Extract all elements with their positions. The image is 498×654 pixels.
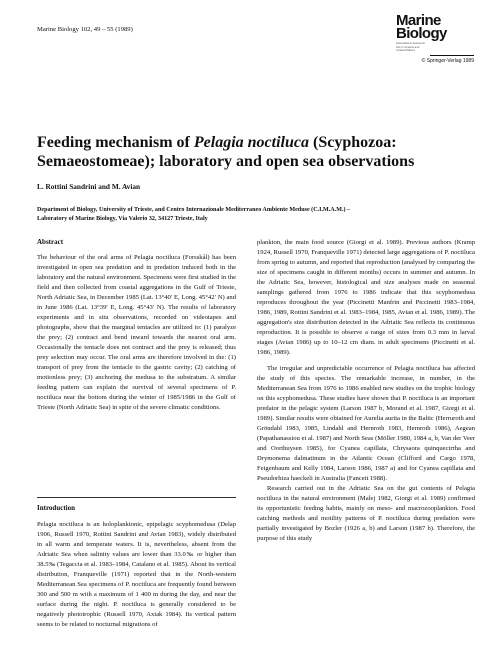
logo-rule — [430, 55, 474, 56]
title-part-2: (Scyphozoa: Semaeostomeae); laboratory and open sea observations — [37, 134, 415, 170]
logo-fine-print: International Journal on Life in Oceans and Coastal Waters — [396, 41, 426, 53]
section-rule — [37, 497, 236, 498]
abstract-text — [37, 253, 236, 413]
article-title — [37, 133, 477, 171]
journal-logo — [396, 12, 474, 64]
abstract-paragraph: The behaviour of the oral arms of Pelagia noctiluca (Forsskål) has been investigated in open sea predation and in predation induced both in the laboratory and the natural environment. Specimens were first studied in the field and then collected from coastal aggregations in the Gulf of Trieste, North Adriatic Sea, in December 1985 (Lat. 13°40′ E, Long. 45°42′ N) and in June 1986 (Lat. 13°39′ E, Long. 45°43′ N). The results of laboratory experiments and in situ observations, recorded on videotapes and photographs, show that the marginal tentacles are utilized to: (1) paralyze the prey; (2) contract and bend inward towards the nearest oral arm. Occasionally the tentacle does not contract and the prey is released; thus prey selection may occur. The oral arms are therefore involved in the: (1) transport of prey from the tentacle to the gastric cavity; (2) catching of motionless prey; (3) anchoring the medusa to the substratum. A similar feeding pattern can explain the survival of several specimens of P. noctiluca near the bottom during the winter of 1985/1986 in the Gulf of Trieste (North Adriatic Sea) in spite of the severe climatic conditions. — [37, 254, 236, 411]
right-paragraph-3: Research carried out in the Adriatic Sea on the gut contents of Pelagia noctiluca in the natural environment (Malej 1982, Giorgi et al. 1989) confirmed its opportunistic feeding habits, mainly on meso- and macrozooplankton. Food catching methods and motility patterns of P. noctiluca during predation were partially investigated by Bozler (1926 a, b) and Larson (1987 b). Therefore, the purpose of this study — [257, 485, 475, 542]
article-authors: L. Rottini Sandrini and M. Avian — [37, 182, 141, 191]
right-paragraph-1: plankton, the main food source (Giorgi et al. 1989). Previous authors (Kramp 1924, Russell 1970, Franqueville 1971) detected large aggregations of P. noctiluca from spring to autumn, and reported that reproduction (analysed by comparing the size of specimens caught in different months) occurs in summer and autumn. In the Adriatic Sea, however, histological and size analyses made on seasonal samplings gathered from 1976 to 1986 indicate that this scyphomedusa reproduces throughout the year (Piccinetti Manfrin and Piccinetti 1983–1984, 1986, 1989, Rottini Sandrini et al. 1983–1984, 1985, Avian et al. 1986, 1989). The aggregation's size distribution detected in the Adriatic Sea reflects its continuous reproduction. It is possible to observe a range of sizes from 0.3 mm in larval stages (Avian 1986) up to 10–12 cm diam. in adult specimens (Piccinetti et al. 1986, 1989). — [257, 239, 475, 356]
right-column — [257, 238, 475, 544]
affiliation-line-1: Department of Biology, University of Trieste, and Centro Internazionale Mediterraneo Ambiente Meduse (C.I.M.A.M.) – — [37, 207, 351, 213]
logo-line-1: Marine — [396, 12, 441, 29]
title-species: Pelagia noctiluca — [193, 134, 309, 151]
logo-line-2: Biology — [396, 25, 447, 42]
copyright-notice: © Springer-Verlag 1989 — [421, 58, 474, 64]
introduction-paragraph: Pelagia noctiluca is an holoplanktonic, epipelagic scyphomedusa (Delap 1906, Russell 1970, Rottini Sandrini and Avian 1983), widely distributed in all warm and temperate waters. It is, nevertheless, absent from the Adriatic Sea when salinity values are lower than 33.0‰ or higher than 38.5‰ (Tegaccia et al. 1983–1984, Catalano et al. 1985). About its vertical distribution, Franqueville (1971) reported that in the North-western Mediterranean Sea specimens of P. noctiluca are frequently found between 300 and 500 m with a maximum of 1 400 m during the day, and near the surface during the night. P. noctiluca is generally considered to be negatively phototrophic (Russell 1970, Axiak 1984). Its vertical pattern seems to be related to nocturnal migrations of — [37, 521, 236, 628]
author-affiliation — [37, 206, 467, 224]
journal-reference: Marine Biology 102, 49 – 55 (1989) — [37, 26, 133, 33]
right-paragraph-2: The irregular and unpredictable occurrence of Pelagia noctiluca has affected the study of this species. The remarkable increase, in number, in the Mediterranean Sea from 1976 to 1986 enabled new studies on the trophic biology on this scyphomedusa. These studies have shown that P. noctiluca is an important predator in the pelagic system (Larson 1987 b, Morand et al. 1987, Giorgi et al. 1989). Similar results were obtained for Aurelia aurita in the Baltic (Herruroth and Gröndahl 1983, 1985, Lindahl and Hernroth 1983, Hernroth 1986), Aegean (Papathanassiou et al. 1987) and North Seas (Möller 1980, 1984 a, b, Van der Veer and Oorthuysen 1985), for Cyanea capillata, Chrysaora quinquecirrha and Drymonema dalmatinum in the Atlantic Ocean (Clifford and Cargo 1978, Feigenbaum and Kelly 1984, Larson 1986, 1987 a) and for Cyanea capillata and Pseudorhiza haeckeli in Australia (Fancett 1988). — [257, 365, 475, 482]
abstract-heading: Abstract — [37, 238, 64, 246]
logo-text — [396, 14, 474, 40]
introduction-text — [37, 520, 236, 630]
title-part-1: Feeding mechanism of — [37, 134, 194, 151]
introduction-heading: Introduction — [37, 504, 75, 512]
affiliation-line-2: Laboratory of Marine Biology, Via Valerio 32, 34127 Trieste, Italy — [37, 216, 208, 223]
